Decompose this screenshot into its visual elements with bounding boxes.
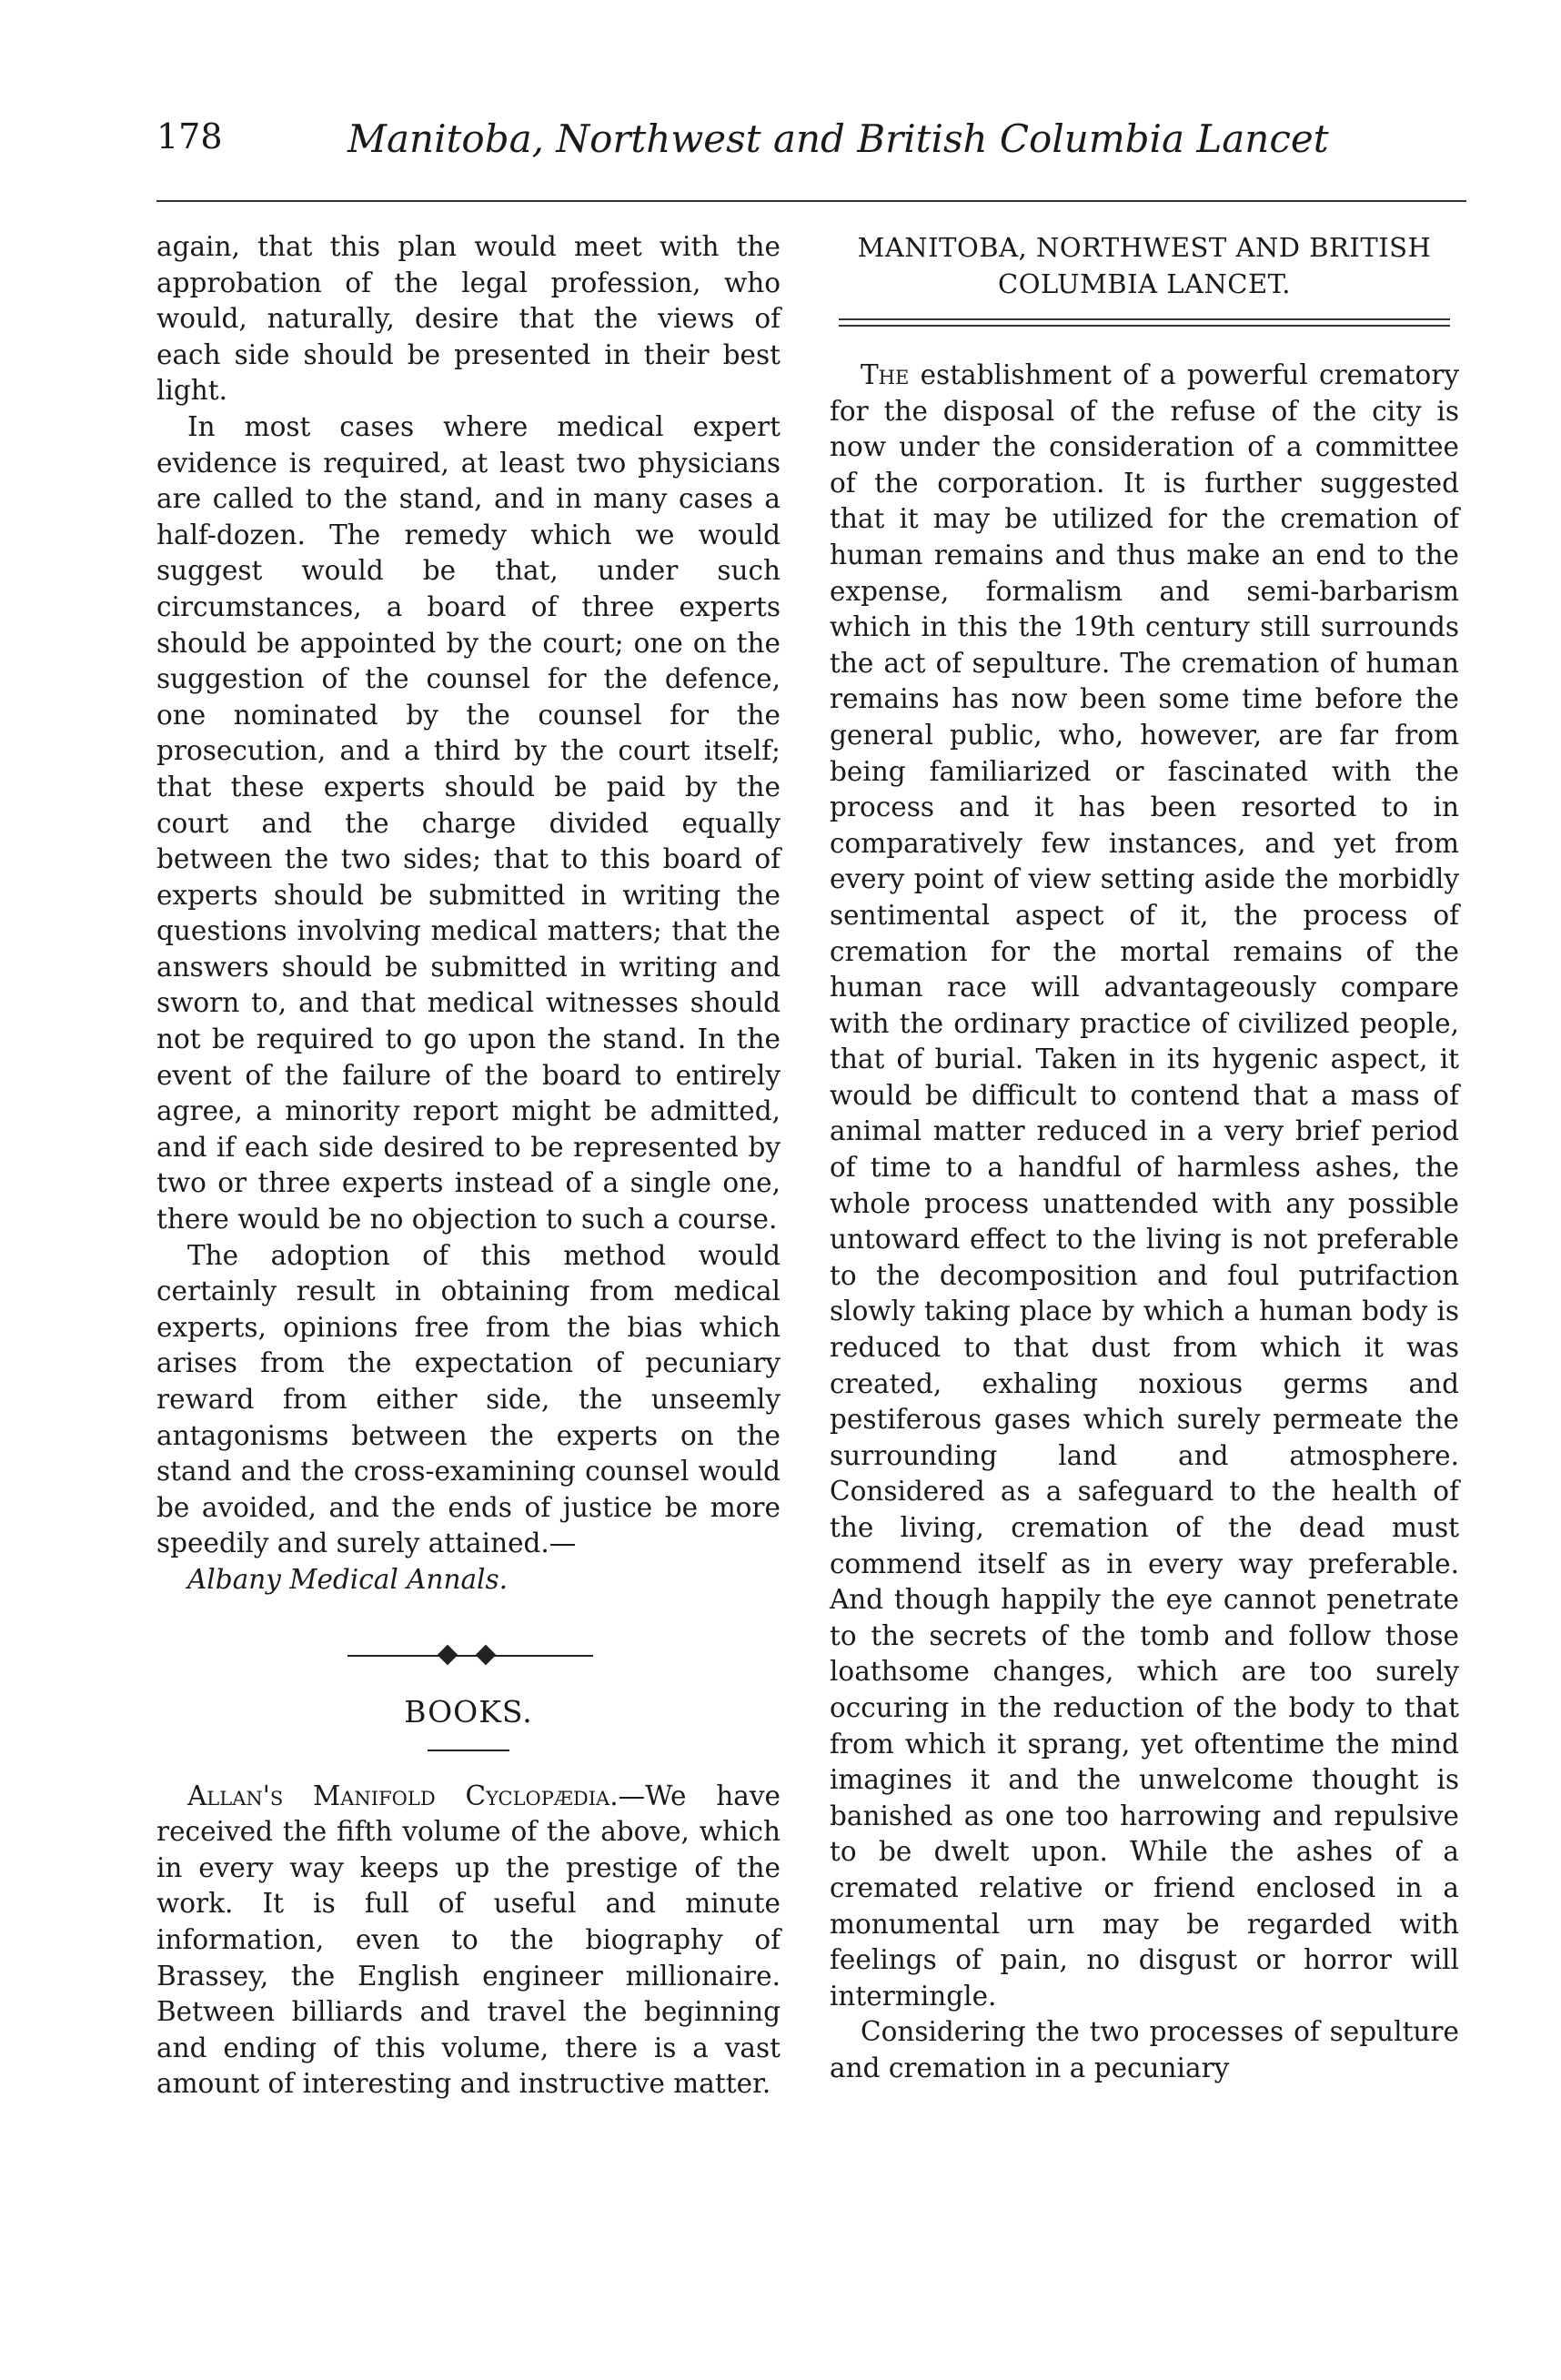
ornament-diamond-icon xyxy=(476,1644,497,1665)
section-heading xyxy=(830,229,1459,302)
left-paragraph-2: In most cases where medical expert evidence is required, at least two physicians are called to the stand, and in many cases a half-dozen. The remedy which we would suggest would be that, under such circumstances, a board of three experts should be appointed by the court; one on the suggestion of the counsel for the defence, one nominated by the counsel for the prosecution, and a third by the court itself; that these experts should be paid by the court and the charge divided equally between the two sides; that to this board of experts should be submitted in writing the questions involving medical matters; that the answers should be submitted in writing and sworn to, and that medical witnesses should not be required to go upon the stand. In the event of the failure of the board to entirely agree, a minority report might be admitted, and if each side desired to be represented by two or three experts instead of a single one, there would be no objection to such a course. xyxy=(156,410,780,1235)
page-number: 178 xyxy=(156,116,223,156)
lead-word: The xyxy=(861,359,910,390)
heading-double-rule xyxy=(839,318,1450,327)
section-ornament xyxy=(156,1635,780,1679)
right-column xyxy=(830,229,1459,2087)
ornament-line xyxy=(347,1655,593,1657)
right-paragraph-2: Considering the two processes of sepulture and cremation in a pecuniary xyxy=(830,2016,1459,2083)
left-paragraph-1: again, that this plan would meet with the approbation of the legal profession, who would, naturally, desire that the views of each side should be presented in their best light. xyxy=(156,231,780,407)
header-rule xyxy=(156,200,1466,202)
left-column xyxy=(156,229,780,2103)
books-paragraph xyxy=(156,1779,780,2103)
running-title: Manitoba, Northwest and British Columbia Lancet xyxy=(347,116,1329,161)
right-paragraph-1 xyxy=(830,358,1459,2014)
section-heading-line-2: COLUMBIA LANCET. xyxy=(998,268,1291,299)
books-rule xyxy=(428,1750,509,1751)
ornament-diamond-icon xyxy=(438,1644,458,1665)
books-text: —We have received the fifth volume of the above, which in every way keeps up the prestige of the work. It is full of useful and minute information, even to the biography of Brassey, the English engineer millionaire. Between billiards and travel the beginning and ending of this volume, there is a vast amount of interesting and instructive matter. xyxy=(156,1780,780,2100)
section-heading-line-1: MANITOBA, NORTHWEST AND BRITISH xyxy=(857,232,1432,263)
right-paragraph-1-text: establishment of a powerful crematory for the disposal of the refuse of the city is now under the consideration of a committee of the corporation. It is further suggested that it may be utilized for the cremation of human remains and thus make an end to the expense, formalism and semi-barbarism which in this the 19th century still surrounds the act of sepulture. The cremation of human remains has now been some time before the general public, who, however, are far from being familiarized or fascinated with the process and it has been resorted to in comparatively few instances, and yet from every point of view setting aside the morbidly sentimental aspect of it, the process of cremation for the mortal remains of the human race will advantageously compare with the ordinary practice of civilized people, that of burial. Taken in its hygenic aspect, it would be difficult to contend that a mass of animal matter reduced in a very brief period of time to a handful of harmless ashes, the whole process unattended with any possible untoward effect to the living is not preferable to the decomposition and foul putrifaction slowly taking place by which a human body is reduced to that dust from which it was created, exhaling noxious germs and pestiferous gases which surely permeate the surrounding land and atmosphere. Considered as a safeguard to the health of the living, cremation of the dead must commend itself as in every way preferable. And though happily the eye cannot penetrate to the secrets of the tomb and follow those loathsome changes, which are too surely occuring in the reduction of the body to that from which it sprang, yet oftentime the mind imagines it and the unwelcome thought is banished as one too harrowing and repulsive to be dwelt upon. While the ashes of a cremated relative or friend enclosed in a monumental urn may be regarded with feelings of pain, no disgust or horror will intermingle. xyxy=(830,359,1459,2012)
source-signature: Albany Medical Annals. xyxy=(187,1563,508,1595)
left-paragraph-3-text: The adoption of this method would certainly result in obtaining from medical experts, opinions free from the bias which arises from the expectation of pecuniary reward from either side, the unseemly antagonisms between the experts on the stand and the cross-examining counsel would be avoided, and the ends of justice be more speedily and surely attained.— xyxy=(156,1239,780,1559)
left-paragraph-3 xyxy=(156,1238,780,1598)
page-header xyxy=(156,116,1466,171)
books-heading: BOOKS. xyxy=(404,1693,533,1730)
books-lead-title: Allan's Manifold Cyclopædia. xyxy=(187,1780,619,1811)
